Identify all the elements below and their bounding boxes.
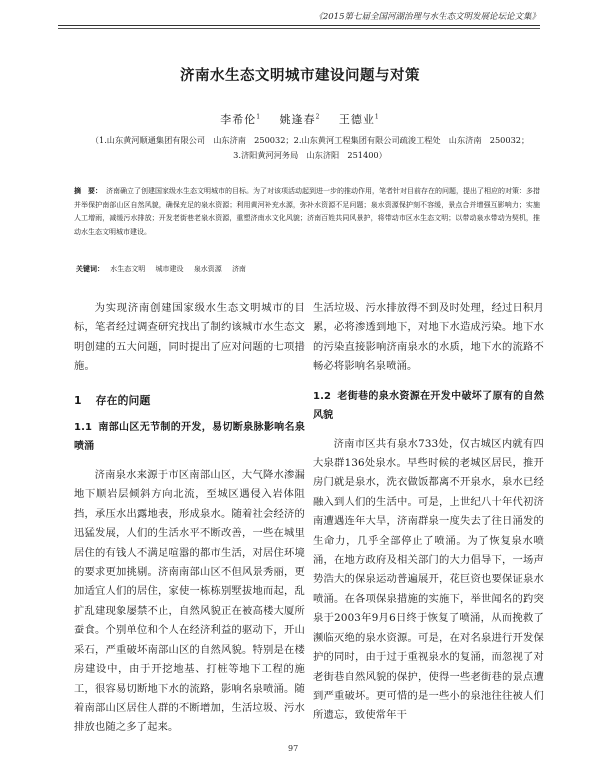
keywords bbox=[76, 264, 254, 274]
body-paragraph: 生活垃圾、污水排放得不到及时处理，经过日积月累，必将渗透到地下，对地下水造成污染。地下水的污染直接影响济南泉水的水质，地下水的流路不畅必将影响名泉喷涌。 bbox=[313, 302, 544, 373]
author-affil-mark: 1 bbox=[256, 113, 262, 121]
author-name: 姚逢春 bbox=[279, 113, 316, 126]
abstract-text: 济南确立了创建国家级水生态文明城市的目标。为了对该项活动起到进一步的推动作用，笔者针对目前存在的问题，提出了相应的对策：多措并举保护南部山区自然风貌，确保充足的泉水资源；利用黄河补充水源，弥补水资源不足问题；泉水资源保护刻不容缓，景点合并增强互影响力；实施人工增雨，减缓污水排放；开发老街巷老泉水资源，重塑济南水文化风貌；济南百姓共同风景护，将带动市区水生态文明；以带动泉水带动为契机，推动水生态文明城市建设。 bbox=[74, 187, 540, 236]
affiliation-line-1: （1.山东黄河顺通集团有限公司 山东济南 250032；2.山东黄河工程集团有限公司疏浚工程处 山东济南 250032； bbox=[90, 135, 530, 145]
subsection-number: 1.1 bbox=[74, 422, 93, 434]
author-3 bbox=[339, 113, 380, 126]
subsection-heading bbox=[313, 387, 544, 425]
paper-title: 济南水生态文明城市建设问题与对策 bbox=[180, 68, 420, 84]
affiliation-line-2: 3.济阳黄河河务局 山东济阳 251400） bbox=[233, 150, 387, 160]
subsection-title: 南部山区无节制的开发，易切断泉脉影响名泉喷涌 bbox=[74, 422, 305, 453]
page-number: 97 bbox=[288, 744, 299, 753]
author-name: 王德业 bbox=[338, 113, 375, 126]
subsection-heading bbox=[74, 418, 305, 456]
keyword: 水生态文明 bbox=[110, 265, 146, 273]
section-heading bbox=[74, 391, 305, 410]
author-affil-mark: 2 bbox=[315, 113, 321, 121]
keywords-label: 关键词： bbox=[76, 265, 104, 273]
abstract-label: 摘 要： bbox=[74, 187, 102, 195]
author-2 bbox=[280, 113, 321, 126]
abstract bbox=[74, 185, 540, 239]
keyword: 济南 bbox=[231, 265, 246, 273]
running-header bbox=[58, 10, 540, 26]
author-1 bbox=[220, 113, 261, 126]
body-paragraph: 济南市区共有泉水733处，仅古城区内就有四大泉群136处泉水。早些时候的老城区居民，推开房门就是泉水，洗衣做饭都离不开泉水，泉水已经融入到人们的生活中。可是，上世纪八十年代初济南遭遇连年大旱，济南群泉一度失去了往日涌发的生命力，几乎全部停止了喷涌。为了恢复泉水喷涌，在地方政府及相关部门的大力倡导下，一场声势浩大的保泉运动普遍展开，花巨资也要保证泉水喷涌。在各项保泉措施的实施下，举世闻名的趵突泉于2003年9月6日终于恢复了喷涌，从而挽救了濒临灭绝的泉水资源。可是，在对名泉进行开发保护的同时，由于过于重视泉水的复涌，而忽视了对老街巷自然风貌的保护，使得一些老街巷的景点遭到严重破坏。更可惜的是一些小的泉池往往被人们所遗忘，致使常年干 bbox=[313, 437, 544, 722]
author-name: 李希伦 bbox=[220, 113, 257, 126]
section-title: 存在的问题 bbox=[95, 393, 151, 407]
author-affil-mark: 1 bbox=[374, 113, 380, 121]
keyword: 泉水资源 bbox=[193, 265, 222, 273]
body-column-left bbox=[74, 299, 305, 738]
author-list bbox=[0, 111, 600, 127]
subsection-title: 老街巷的泉水资源在开发中破坏了原有的自然风貌 bbox=[313, 390, 544, 421]
intro-paragraph: 为实现济南创建国家级水生态文明城市的目标，笔者经过调查研究找出了制约该城市水生态文明创建的五大问题，同时提出了应对问题的七项措施。 bbox=[74, 302, 305, 373]
body-paragraph: 济南泉水来源于市区南部山区，大气降水渗漏地下顺岩层倾斜方向北流，至城区遇侵入岩体阻挡，承压水出露地表，形成泉水。随着社会经济的迅猛发展，人们的生活水平不断改善，一些在城里居住的有钱人不满足喧嚣的都市生活，对居住环境的要求更加挑剔。济南南部山区不但风景秀丽，更加适宜人们的居住，家使一栋栋别墅拔地而起，乱扩乱建现象屡禁不止，自然风貌正在被高楼大厦所蚕食。个别单位和个人在经济利益的驱动下，开山采石，严重破坏南部山区的自然风貌。特别是在楼房建设中，由于开挖地基、打桩等地下工程的施工，很容易切断地下水的流路，影响名泉喷涌。随着南部山区居住人群的不断增加，生活垃圾、污水排放也随之多了起来。 bbox=[74, 469, 305, 734]
body-column-right bbox=[313, 299, 544, 726]
section-number: 1 bbox=[74, 393, 82, 407]
keyword: 城市建设 bbox=[155, 265, 184, 273]
running-title: 《2015第七届全国河湖治理与水生态文明发展论坛论文集》 bbox=[314, 12, 540, 22]
subsection-number: 1.2 bbox=[313, 390, 332, 402]
